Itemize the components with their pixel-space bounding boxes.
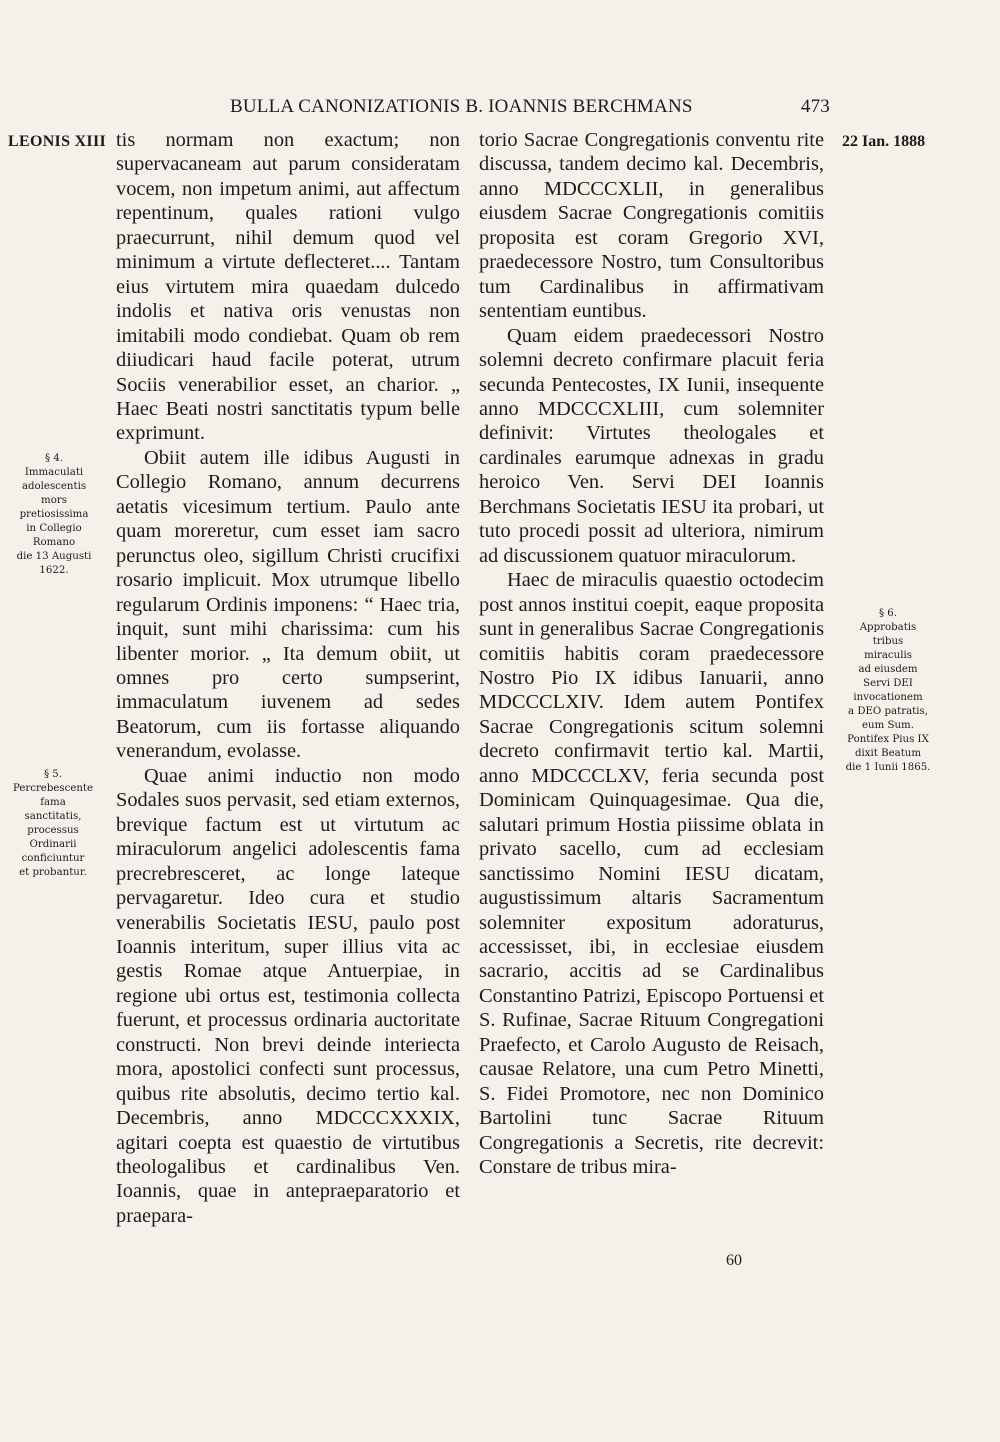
side-note-section-6 (832, 607, 944, 775)
side-note-line: § 4. (44, 453, 64, 464)
side-note-line: mors (41, 495, 67, 506)
paragraph: Obiit autem ille idibus Augusti in Collegio Romano, annum decurrens aetatis vicesimum tertium. Paulo ante quam moreretur, cum esset iam sacro perunctus oleo, sigillum Christi crucifixi rosario implicuit. Mox utrumque libello regularum Ordinis imponens: “ Haec tria, inquit, sunt mihi charissima: cum his libenter morior. „ Ita demum obiit, ut omnes pro certo sumpserint, immaculatum iuvenem ad sedes Beatorum, cum iis fortasse aliquando venerandum, evolasse. (116, 446, 460, 763)
side-note-line: Ordinarii (29, 839, 77, 850)
paragraph: Haec de miraculis quaestio octodecim post annos institui coepit, eaque proposita sunt in generalibus Sacrae Congregationis comitiis habitis coram praedecessore Nostro Pio IX idibus Ianuarii, anno MDCCCLXIV. Idem autem Pontifex Sacrae Congregationis scitum solemni decreto confirmavit tertio kal. Martii, anno MDCCCLXV, feria secunda post Dominicam Quinquagesimae. Qua die, salutari primum Hostia piissime oblata in privato sacello, cum ad ecclesiam sanctissimo Nomini IESU dicatam, augustissimum altaris Sacramentum solemniter expositum adoraturus, accessisset, ibi, in ecclesiae eiusdem sacrario, accitis ad se Cardinalibus Constantino Patrizi, Episcopo Portuensi et S. Rufinae, Sacrae Rituum Congregationi Praefecto, et Carolo Augusto de Reisach, causae Relatore, una cum Petro Minetti, S. Fidei Promotore, nec non Dominico Bartolini tunc Sacrae Rituum Congregationis a Secretis, rite decrevit: Constare de tribus mira- (479, 569, 824, 1179)
side-note-section-5 (0, 768, 106, 880)
side-note-line: die 13 Augusti (16, 551, 92, 562)
signature-number: 60 (726, 1252, 742, 1269)
text-column-right (479, 128, 824, 1179)
side-note-line: invocationem (853, 692, 923, 703)
side-note-line: die 1 Iunii 1865. (845, 762, 931, 773)
side-note-line: tribus (872, 636, 904, 647)
side-note-line: conficiuntur (21, 853, 85, 864)
side-note-line: a DEO patratis, (848, 706, 928, 717)
side-note-line: Percrebescente (12, 783, 94, 794)
side-note-line: Approbatis (859, 622, 917, 633)
side-note-line: miraculis (864, 650, 912, 661)
side-note-line: 1622. (39, 565, 69, 576)
side-note-line: dixit Beatum (854, 748, 922, 759)
margin-head-date: 22 Ian. 1888 (842, 133, 926, 150)
side-note-line: processus (27, 825, 79, 836)
side-note-line: Romano (32, 537, 76, 548)
margin-head-pope: LEONIS XIII (8, 133, 107, 150)
page-number: 473 (800, 96, 830, 117)
side-note-line: § 6. (878, 608, 898, 619)
side-note-line: Pontifex Pius IX (847, 734, 929, 745)
text-column-left (116, 128, 460, 1228)
side-note-line: in Collegio (26, 523, 82, 534)
side-note-line: § 5. (43, 769, 63, 780)
paragraph: Quam eidem praedecessori Nostro solemni decreto confirmare placuit feria secunda Pentecostes, IX Iunii, insequente anno MDCCCXLIII, cum solemniter definivit: Virtutes theologales et cardinales earumque adnexas in gradu heroico Ven. Servi DEI Ioannis Berchmans Societatis IESU ita probari, ut tuto procedi possit ad ulteriora, nimirum ad discussionem quatuor miraculorum. (479, 324, 824, 567)
side-note-line: fama (40, 797, 66, 808)
side-note-section-4 (4, 452, 104, 578)
paragraph: tis normam non exactum; non supervacaneam aut parum consideratam vocem, non impetum animi, aut affectum repentinum, quales rationi vulgo praecurrunt, nihil demum quod vel minimum a virtute deflecteret.... Tantam eius virtutem mira quaedam dulcedo indolis et nativa oris venustas non imitabili modo condiebat. Quam ob rem diiudicari haud facile poterat, utrum Sociis venerabilior esset, an charior. „ Haec Beati nostri sanctitatis typum belle exprimunt. (116, 129, 460, 445)
side-note-line: et probantur. (19, 867, 87, 878)
paragraph: torio Sacrae Congregationis conventu rite discussa, tandem decimo kal. Decembris, anno MDCCCXLII, in generalibus eiusdem Sacrae Congregationis comitiis proposita est coram Gregorio XVI, praedecessore Nostro, tum Consultoribus tum Cardinalibus in affirmativam sententiam euntibus. (479, 129, 824, 323)
paragraph: Quae animi inductio non modo Sodales suos pervasit, sed etiam externos, brevique factum est ut virtutum ac miraculorum angelici adolescentis fama precrebresceret, ac longe lateque pervagaretur. Ideo cura et studio venerabilis Societatis IESU, paulo post Ioannis interitum, super illius vita ac gestis Romae atque Antuerpiae, in regione ubi ortus est, testimonia collecta fuerunt, et processus ordinaria auctoritate constructi. Non brevi deinde interiecta mora, apostolici confecti sunt processus, quibus rite absolutis, decimo tertio kal. Decembris, anno MDCCCXXXIX, agitari coepta est quaestio de virtutibus theologalibus et cardinalibus Ven. Ioannis, quae in antepraeparatorio et praepara- (116, 764, 460, 1227)
running-title: BULLA CANONIZATIONIS B. IOANNIS BERCHMANS (230, 96, 693, 117)
side-note-line: Servi DEI (863, 678, 913, 689)
side-note-line: sanctitatis, (24, 811, 82, 822)
side-note-line: Immaculati (24, 467, 84, 478)
side-note-line: adolescentis (21, 481, 87, 492)
side-note-line: pretiosissima (19, 509, 89, 520)
side-note-line: eum Sum. (862, 720, 914, 731)
side-note-line: ad eiusdem (858, 664, 918, 675)
